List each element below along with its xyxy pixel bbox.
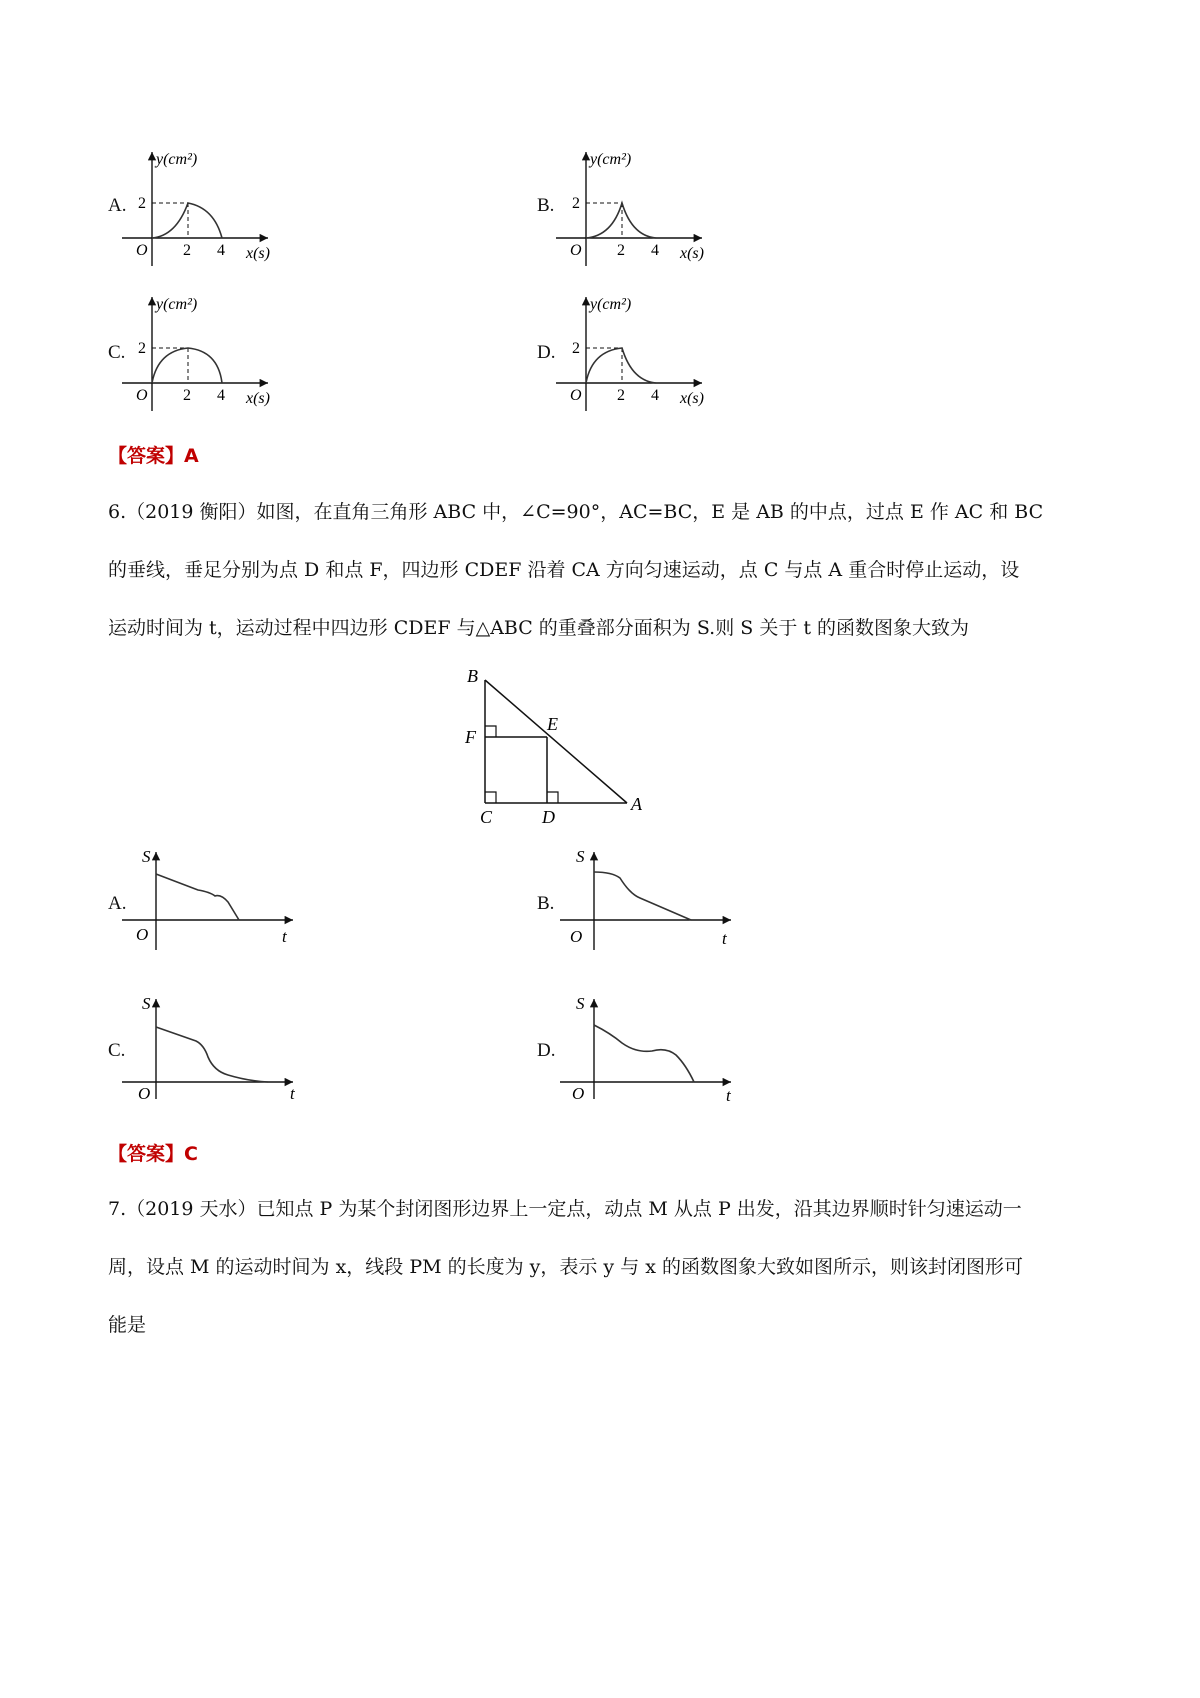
right-angle-d (547, 792, 558, 803)
q6-graph-b (556, 840, 746, 955)
q5-option-c-label: C. (108, 342, 126, 363)
answer-prefix: 【答案】 (108, 1143, 185, 1165)
x-axis-label: t (290, 1084, 295, 1102)
answer-prefix: 【答案】 (108, 445, 185, 467)
q5-graph-c (118, 285, 288, 415)
x-tick-2: 2 (617, 387, 625, 404)
curve-b (586, 203, 656, 238)
y-axis-label: y(cm²) (156, 151, 198, 168)
q5-option-b-label: B. (537, 195, 555, 216)
x-tick-4: 4 (651, 242, 659, 259)
x-axis-label: x(s) (680, 245, 704, 262)
q7-line-1: 7.（2019 天水）已知点 P 为某个封闭图形边界上一定点，动点 M 从点 P 出发，沿其边界顺时针匀速运动一 (108, 1198, 1022, 1220)
q6-option-a-label: A. (108, 893, 127, 914)
x-axis-label: x(s) (680, 390, 704, 407)
point-c-label: C (480, 807, 493, 827)
q5-option-a-label: A. (108, 195, 127, 216)
curve-d (586, 348, 656, 383)
y-axis-label: y(cm²) (590, 296, 632, 313)
y-tick-2: 2 (138, 195, 146, 212)
x-axis-label: t (722, 929, 727, 948)
q6-line-3: 运动时间为 t，运动过程中四边形 CDEF 与△ABC 的重叠部分面积为 S.则 S 关于 t 的函数图象大致为 (108, 617, 970, 639)
q6-option-b-label: B. (537, 893, 555, 914)
x-axis-label: t (282, 927, 287, 946)
point-e-label: E (547, 714, 558, 734)
q6-graph-a (118, 840, 308, 955)
origin-label: O (138, 1084, 151, 1102)
origin-label: O (136, 242, 148, 259)
x-tick-2: 2 (183, 242, 191, 259)
x-tick-4: 4 (651, 387, 659, 404)
origin-label: O (570, 387, 582, 404)
q7-line-3: 能是 (108, 1314, 147, 1336)
q6-option-d-label: D. (537, 1040, 556, 1061)
y-axis-label: S (142, 847, 151, 866)
y-tick-2: 2 (138, 340, 146, 357)
curve-c (156, 1027, 268, 1082)
point-a-label: A (631, 794, 642, 814)
x-axis-label: t (726, 1086, 731, 1102)
curve-a (152, 203, 222, 238)
answer-value: C (184, 1143, 198, 1165)
y-axis-label: S (576, 994, 585, 1013)
x-axis-label: x(s) (246, 390, 270, 407)
point-b-label: B (467, 666, 478, 686)
side-ab (485, 680, 627, 803)
q5-graph-d (552, 285, 722, 415)
q5-graph-b (552, 140, 722, 270)
curve-d (594, 1025, 694, 1082)
x-tick-4: 4 (217, 242, 225, 259)
x-tick-4: 4 (217, 387, 225, 404)
origin-label: O (572, 1084, 585, 1102)
y-axis-label: S (142, 994, 151, 1013)
right-angle-f (485, 726, 496, 737)
y-tick-2: 2 (572, 195, 580, 212)
y-axis-label: y(cm²) (156, 296, 198, 313)
y-axis-label: y(cm²) (590, 151, 632, 168)
q6-option-c-label: C. (108, 1040, 126, 1061)
origin-label: O (570, 242, 582, 259)
origin-label: O (570, 927, 583, 946)
q6-line-2: 的垂线，垂足分别为点 D 和点 F，四边形 CDEF 沿着 CA 方向匀速运动，点 C 与点 A 重合时停止运动，设 (108, 559, 1020, 581)
x-tick-2: 2 (183, 387, 191, 404)
curve-a (156, 874, 239, 920)
point-f-label: F (465, 727, 476, 747)
origin-label: O (136, 925, 149, 944)
y-tick-2: 2 (572, 340, 580, 357)
y-axis-label: S (576, 847, 585, 866)
curve-c (152, 348, 222, 383)
origin-label: O (136, 387, 148, 404)
q5-graph-a (118, 140, 288, 270)
x-tick-2: 2 (617, 242, 625, 259)
q6-answer (108, 1139, 198, 1166)
q6-triangle-figure (455, 660, 655, 830)
point-d-label: D (542, 807, 555, 827)
q5-option-d-label: D. (537, 342, 556, 363)
q5-answer (108, 441, 199, 468)
x-axis-label: x(s) (246, 245, 270, 262)
q7-line-2: 周，设点 M 的运动时间为 x，线段 PM 的长度为 y，表示 y 与 x 的函数图象大致如图所示，则该封闭图形可 (108, 1256, 1023, 1278)
answer-value: A (184, 445, 199, 467)
q6-line-1: 6.（2019 衡阳）如图，在直角三角形 ABC 中，∠C=90°，AC=BC，E 是 AB 的中点，过点 E 作 AC 和 BC (108, 501, 1044, 523)
q6-graph-d (556, 987, 746, 1102)
q6-graph-c (118, 987, 308, 1102)
curve-b (594, 872, 691, 920)
right-angle-c (485, 792, 496, 803)
